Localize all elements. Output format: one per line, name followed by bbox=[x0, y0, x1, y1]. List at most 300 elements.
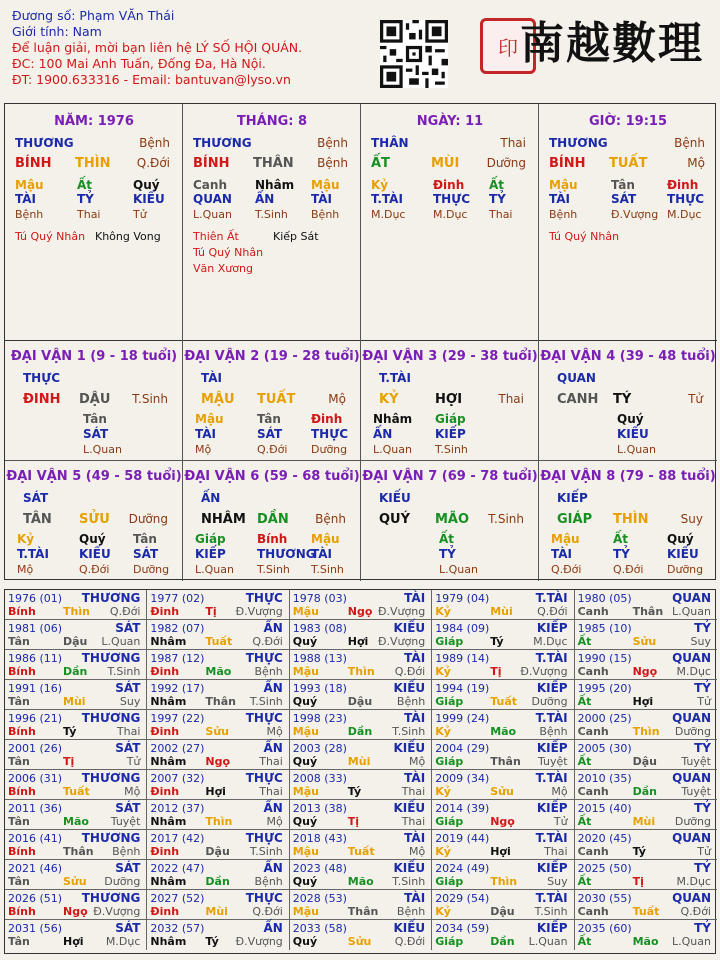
hidden-stem: Canh bbox=[193, 178, 227, 192]
hidden-god: TÀI bbox=[311, 192, 333, 206]
year-cell bbox=[290, 590, 432, 620]
year-label: 2029 (54) bbox=[435, 892, 490, 905]
year-stem: Giáp bbox=[435, 635, 464, 648]
year-branch: Thân bbox=[632, 605, 664, 618]
year-stem: Ất bbox=[577, 635, 592, 648]
hidden-stem: Giáp bbox=[435, 412, 466, 426]
year-branch: Mùi bbox=[632, 815, 656, 828]
hidden-stem: Đinh bbox=[311, 412, 343, 426]
year-status: L.Quan bbox=[528, 935, 568, 948]
year-cell bbox=[5, 740, 147, 770]
year-god: KIẾU bbox=[393, 681, 426, 695]
year-stem: Nhâm bbox=[150, 635, 187, 648]
year-stem: Giáp bbox=[435, 755, 464, 768]
year-stem: Giáp bbox=[435, 815, 464, 828]
pillar-star: Q.Đới bbox=[136, 156, 170, 170]
year-god: T.TÀI bbox=[535, 831, 568, 845]
year-branch: Mùi bbox=[205, 905, 228, 918]
hidden-stem: Quý bbox=[79, 532, 106, 546]
special-star: Tú Quý Nhân bbox=[193, 246, 264, 259]
year-stem: Đinh bbox=[150, 785, 180, 798]
dai-van-can: TÂN bbox=[23, 512, 52, 527]
dai-van-title: ĐẠI VẬN 3 (29 - 38 tuổi) bbox=[362, 349, 538, 364]
year-branch: Tuất bbox=[63, 785, 90, 798]
dai-van-star: Bệnh bbox=[315, 512, 346, 526]
dai-van-god: QUAN bbox=[557, 371, 596, 385]
year-label: 1987 (12) bbox=[150, 652, 205, 665]
year-cell bbox=[147, 830, 289, 860]
year-label: 2025 (50) bbox=[577, 862, 632, 875]
year-status: Mộ bbox=[408, 755, 426, 768]
year-god: TỶ bbox=[694, 621, 711, 635]
hidden-stem: Tân bbox=[133, 532, 157, 546]
pillar-status: Bệnh bbox=[674, 136, 705, 150]
pillar-title: NĂM: 1976 bbox=[54, 114, 134, 129]
year-god: KIẾU bbox=[393, 921, 426, 935]
year-stem: Tân bbox=[8, 695, 30, 708]
year-stem: Nhâm bbox=[150, 935, 187, 948]
year-god: SÁT bbox=[115, 741, 141, 755]
year-status: Thai bbox=[259, 755, 283, 768]
hidden-stem: Tân bbox=[257, 412, 281, 426]
year-label: 2016 (41) bbox=[8, 832, 63, 845]
pillar-card bbox=[5, 104, 182, 341]
year-god: THƯƠNG bbox=[81, 591, 141, 605]
dai-van-can: CANH bbox=[557, 392, 599, 407]
hidden-stem: Nhâm bbox=[373, 412, 413, 426]
chart-column bbox=[361, 104, 539, 581]
year-branch: Thân bbox=[490, 755, 521, 768]
year-cell bbox=[5, 890, 147, 920]
hidden-stem: Tân bbox=[83, 412, 107, 426]
year-status: Tuyệt bbox=[681, 755, 711, 768]
dai-van-god: T.TÀI bbox=[379, 371, 411, 385]
year-cell bbox=[575, 620, 717, 650]
year-god: QUAN bbox=[672, 831, 711, 845]
year-stem: Ất bbox=[577, 815, 592, 828]
special-star: Kiếp Sát bbox=[273, 230, 319, 243]
year-label: 2001 (26) bbox=[8, 742, 63, 755]
year-cell bbox=[290, 710, 432, 740]
year-god: THƯƠNG bbox=[81, 831, 141, 845]
qr-code-icon bbox=[380, 20, 448, 88]
hidden-status: T.Sinh bbox=[311, 563, 344, 576]
chart-column bbox=[183, 104, 361, 581]
year-status: Tuyệt bbox=[537, 755, 568, 768]
year-branch: Dậu bbox=[632, 755, 657, 768]
contact-address: ĐC: 100 Mai Anh Tuấn, Đống Đa, Hà Nội. bbox=[12, 56, 266, 71]
year-stem: Bính bbox=[8, 665, 36, 678]
year-branch: Sửu bbox=[490, 785, 514, 798]
pillar-chi: MÙI bbox=[431, 156, 460, 171]
hidden-status: T.Sinh bbox=[257, 563, 290, 576]
year-branch: Tuất bbox=[347, 845, 375, 858]
hidden-stem: Bính bbox=[257, 532, 288, 546]
year-label: 1992 (17) bbox=[150, 682, 205, 695]
year-god: TÀI bbox=[404, 771, 426, 785]
year-god: THƯƠNG bbox=[81, 651, 141, 665]
hidden-status: M.Dục bbox=[667, 208, 702, 221]
pillar-card bbox=[361, 104, 538, 341]
chart-column bbox=[539, 104, 717, 581]
year-stem: Ất bbox=[577, 935, 592, 948]
hidden-status: T.Sinh bbox=[255, 208, 288, 221]
year-label: 1995 (20) bbox=[577, 682, 632, 695]
year-cell bbox=[5, 680, 147, 710]
year-status: Thai bbox=[116, 725, 141, 738]
year-label: 2013 (38) bbox=[292, 802, 347, 815]
hidden-status: Đ.Vượng bbox=[611, 208, 659, 221]
hidden-stem: Quý bbox=[667, 532, 694, 546]
hidden-god: ẤN bbox=[255, 192, 275, 206]
year-god: THỰC bbox=[245, 831, 283, 845]
year-branch: Thìn bbox=[490, 875, 518, 888]
year-cell bbox=[575, 830, 717, 860]
year-stem: Quý bbox=[292, 815, 318, 828]
year-label: 1991 (16) bbox=[8, 682, 63, 695]
dai-van-chi: TÝ bbox=[613, 392, 632, 407]
year-status: Bệnh bbox=[396, 695, 426, 708]
dai-van-chi: HỢI bbox=[435, 392, 463, 407]
hidden-stem: Mậu bbox=[15, 178, 44, 192]
dai-van-can: ĐINH bbox=[23, 392, 61, 407]
year-cell bbox=[575, 710, 717, 740]
hidden-god: THỰC bbox=[667, 192, 705, 206]
year-god: KIẾP bbox=[536, 681, 568, 695]
dai-van-can: MẬU bbox=[201, 392, 235, 407]
year-stem: Giáp bbox=[435, 875, 464, 888]
year-stem: Kỷ bbox=[435, 905, 451, 918]
year-cell bbox=[575, 590, 717, 620]
year-status: Suy bbox=[547, 875, 568, 888]
hidden-god: KIẾU bbox=[79, 547, 111, 561]
year-label: 2003 (28) bbox=[292, 742, 347, 755]
year-stem: Giáp bbox=[435, 935, 464, 948]
year-status: L.Quan bbox=[101, 635, 141, 648]
dai-van-card bbox=[361, 461, 538, 581]
hidden-god: QUAN bbox=[193, 192, 232, 206]
year-branch: Tị bbox=[205, 605, 217, 618]
year-stem: Bính bbox=[8, 725, 36, 738]
year-god: THƯƠNG bbox=[81, 771, 141, 785]
owner-name: Đương số: Phạm VĂn Thái bbox=[12, 8, 175, 23]
pillar-title: GIỜ: 19:15 bbox=[589, 114, 667, 129]
year-status: T.Sinh bbox=[107, 665, 141, 678]
year-status: Mộ bbox=[124, 785, 141, 798]
year-god: THƯƠNG bbox=[81, 711, 141, 725]
year-cell bbox=[147, 920, 289, 950]
year-label: 2009 (34) bbox=[435, 772, 490, 785]
year-god: TỶ bbox=[694, 741, 711, 755]
year-god: KIẾP bbox=[536, 741, 568, 755]
year-status: L.Quan bbox=[672, 605, 711, 618]
hidden-god: THƯƠNG bbox=[257, 547, 316, 561]
hidden-god: THỰC bbox=[311, 427, 349, 441]
year-stem: Kỷ bbox=[435, 665, 451, 678]
year-label: 2006 (31) bbox=[8, 772, 63, 785]
year-god: TÀI bbox=[404, 831, 426, 845]
year-god: THỰC bbox=[245, 591, 283, 605]
year-status: M.Dục bbox=[105, 935, 141, 948]
year-cell bbox=[290, 860, 432, 890]
year-god: TÀI bbox=[404, 711, 426, 725]
year-status: Bệnh bbox=[112, 845, 141, 858]
year-stem: Ất bbox=[577, 875, 592, 888]
year-status: T.Sinh bbox=[249, 695, 283, 708]
year-cell bbox=[5, 590, 147, 620]
year-label: 1982 (07) bbox=[150, 622, 205, 635]
dai-van-star: Suy bbox=[680, 512, 703, 526]
year-stem: Tân bbox=[8, 755, 30, 768]
hidden-status: T.Sinh bbox=[435, 443, 468, 456]
year-branch: Mùi bbox=[490, 605, 513, 618]
year-branch: Dần bbox=[347, 725, 373, 738]
year-status: Dưỡng bbox=[531, 695, 568, 708]
year-status: Thai bbox=[401, 785, 426, 798]
year-cell bbox=[5, 860, 147, 890]
hidden-status: L.Quan bbox=[83, 443, 122, 456]
dai-van-star: Thai bbox=[498, 392, 524, 406]
year-status: Q.Đới bbox=[394, 935, 426, 948]
year-status: Bệnh bbox=[254, 665, 283, 678]
dai-van-chi: DẦN bbox=[257, 512, 289, 527]
year-label: 2034 (59) bbox=[435, 922, 490, 935]
hidden-god: TỶ bbox=[439, 547, 456, 561]
dai-van-god: KIẾP bbox=[557, 491, 588, 505]
pillar-title: NGÀY: 11 bbox=[416, 114, 484, 129]
year-branch: Mão bbox=[347, 875, 374, 888]
year-branch: Tý bbox=[347, 785, 362, 798]
year-branch: Dậu bbox=[347, 695, 373, 708]
year-label: 2020 (45) bbox=[577, 832, 632, 845]
year-status: Đ.Vượng bbox=[93, 905, 141, 918]
year-cell bbox=[432, 860, 574, 890]
year-branch: Dần bbox=[205, 875, 230, 888]
hidden-god: KIẾU bbox=[133, 192, 165, 206]
year-label: 2028 (53) bbox=[292, 892, 347, 905]
hidden-stem: Mậu bbox=[311, 178, 340, 192]
year-cell bbox=[147, 590, 289, 620]
year-stem: Canh bbox=[577, 905, 609, 918]
hidden-god: T.TÀI bbox=[17, 547, 49, 561]
year-stem: Mậu bbox=[292, 845, 319, 858]
year-label: 1999 (24) bbox=[435, 712, 490, 725]
hidden-stem: Quý bbox=[617, 412, 644, 426]
year-cell bbox=[5, 710, 147, 740]
dai-van-god: TÀI bbox=[201, 371, 223, 385]
year-label: 1983 (08) bbox=[292, 622, 347, 635]
year-status: Thai bbox=[259, 785, 283, 798]
hidden-god: KIẾP bbox=[435, 427, 466, 441]
year-branch: Mão bbox=[490, 725, 517, 738]
year-branch: Thìn bbox=[632, 725, 660, 738]
pillar-god: THƯƠNG bbox=[549, 136, 608, 150]
year-stem: Nhâm bbox=[150, 875, 187, 888]
year-cell bbox=[290, 830, 432, 860]
year-branch: Hợi bbox=[205, 785, 226, 798]
dai-van-star: T.Sinh bbox=[132, 392, 168, 406]
hidden-god: KIẾP bbox=[195, 547, 226, 561]
year-label: 2026 (51) bbox=[8, 892, 63, 905]
year-cell bbox=[147, 650, 289, 680]
pillar-title: THÁNG: 8 bbox=[236, 114, 308, 129]
year-label: 2021 (46) bbox=[8, 862, 63, 875]
dai-van-god: THỰC bbox=[23, 371, 61, 385]
dai-van-title: ĐẠI VẬN 5 (49 - 58 tuổi) bbox=[6, 469, 182, 484]
year-cell bbox=[432, 890, 574, 920]
year-stem: Ất bbox=[577, 755, 592, 768]
hidden-status: Tử bbox=[133, 208, 147, 221]
year-status: Q.Đới bbox=[680, 905, 711, 918]
year-cell bbox=[575, 860, 717, 890]
hidden-god: TỶ bbox=[77, 192, 94, 206]
year-status: Đ.Vượng bbox=[235, 935, 283, 948]
pillar-card bbox=[183, 104, 360, 341]
year-stem: Đinh bbox=[150, 905, 180, 918]
year-god: THỰC bbox=[245, 711, 283, 725]
year-status: T.Sinh bbox=[534, 905, 568, 918]
pillar-chi: THÌN bbox=[75, 156, 111, 171]
year-status: M.Dục bbox=[676, 875, 711, 888]
year-branch: Tý bbox=[205, 935, 219, 948]
year-god: T.TÀI bbox=[535, 711, 568, 725]
year-cell bbox=[575, 890, 717, 920]
hidden-god: THỰC bbox=[433, 192, 471, 206]
year-cell bbox=[290, 680, 432, 710]
year-status: Mộ bbox=[551, 785, 568, 798]
year-stem: Canh bbox=[577, 665, 609, 678]
pillar-can: BÍNH bbox=[549, 156, 586, 171]
hidden-status: Mộ bbox=[195, 443, 212, 456]
year-cell bbox=[575, 740, 717, 770]
hidden-stem: Ất bbox=[439, 532, 455, 546]
year-cell bbox=[432, 920, 574, 950]
year-branch: Hợi bbox=[347, 635, 369, 648]
year-branch: Sửu bbox=[632, 635, 657, 648]
pillar-can: ẤT bbox=[371, 156, 390, 171]
year-cell bbox=[290, 800, 432, 830]
year-status: M.Dục bbox=[533, 635, 568, 648]
year-cell bbox=[432, 620, 574, 650]
year-stem: Đinh bbox=[150, 845, 180, 858]
year-stem: Đinh bbox=[150, 725, 180, 738]
year-god: TÀI bbox=[404, 891, 426, 905]
hidden-god: TÀI bbox=[549, 192, 571, 206]
year-branch: Ngọ bbox=[63, 905, 88, 918]
year-stem: Giáp bbox=[435, 695, 464, 708]
year-label: 1988 (13) bbox=[292, 652, 347, 665]
year-branch: Tuất bbox=[490, 695, 517, 708]
year-label: 1985 (10) bbox=[577, 622, 632, 635]
year-branch: Thân bbox=[63, 845, 94, 858]
year-stem: Tân bbox=[8, 875, 30, 888]
hidden-status: Mộ bbox=[17, 563, 34, 576]
year-god: THỰC bbox=[245, 771, 283, 785]
year-stem: Canh bbox=[577, 725, 609, 738]
dai-van-star: Mộ bbox=[328, 392, 346, 406]
year-label: 2010 (35) bbox=[577, 772, 632, 785]
dai-van-chi: THÌN bbox=[613, 512, 649, 527]
special-star: Thiên Ất bbox=[193, 230, 239, 243]
year-god: TÀI bbox=[404, 651, 426, 665]
hidden-status: M.Dục bbox=[371, 208, 406, 221]
hidden-stem: Đinh bbox=[667, 178, 699, 192]
annual-table bbox=[4, 589, 716, 954]
year-cell bbox=[5, 620, 147, 650]
year-branch: Dậu bbox=[205, 845, 230, 858]
year-god: KIẾP bbox=[536, 621, 568, 635]
year-god: ẤN bbox=[263, 921, 283, 935]
year-stem: Kỷ bbox=[435, 845, 451, 858]
hidden-status: Q.Đới bbox=[613, 563, 644, 576]
year-label: 2005 (30) bbox=[577, 742, 632, 755]
year-status: Bệnh bbox=[396, 905, 426, 918]
hidden-god: TÀI bbox=[551, 547, 573, 561]
hidden-god: TÀI bbox=[311, 547, 333, 561]
year-stem: Tân bbox=[8, 935, 30, 948]
year-cell bbox=[5, 800, 147, 830]
year-cell bbox=[147, 740, 289, 770]
year-god: KIẾU bbox=[393, 741, 426, 755]
year-status: M.Dục bbox=[676, 665, 711, 678]
year-status: Q.Đới bbox=[252, 905, 283, 918]
year-cell bbox=[575, 920, 717, 950]
hidden-status: Bệnh bbox=[549, 208, 578, 221]
hidden-status: Dưỡng bbox=[667, 563, 704, 576]
dai-van-god: SÁT bbox=[23, 491, 49, 505]
year-status: T.Sinh bbox=[392, 875, 426, 888]
year-label: 2007 (32) bbox=[150, 772, 205, 785]
year-branch: Mão bbox=[63, 815, 89, 828]
brand-logo: 南越數理 bbox=[520, 18, 704, 69]
year-label: 2033 (58) bbox=[292, 922, 347, 935]
year-status: Bệnh bbox=[539, 725, 568, 738]
hidden-status: L.Quan bbox=[195, 563, 234, 576]
year-stem: Mậu bbox=[292, 725, 319, 738]
pillar-status: Bệnh bbox=[317, 136, 348, 150]
year-stem: Mậu bbox=[292, 665, 319, 678]
dai-van-card bbox=[5, 341, 182, 461]
hidden-stem: Ất bbox=[489, 178, 505, 192]
hidden-god: T.TÀI bbox=[371, 192, 403, 206]
pillar-star: Dưỡng bbox=[486, 156, 526, 170]
year-god: KIẾU bbox=[393, 861, 426, 875]
hidden-status: Q.Đới bbox=[79, 563, 110, 576]
owner-gender: Giới tính: Nam bbox=[12, 24, 102, 39]
year-god: ẤN bbox=[263, 861, 283, 875]
year-branch: Ngọ bbox=[490, 815, 515, 828]
year-god: QUAN bbox=[672, 771, 711, 785]
year-cell bbox=[290, 620, 432, 650]
special-star: Tú Quý Nhân bbox=[15, 230, 86, 243]
year-branch: Mùi bbox=[347, 755, 371, 768]
dai-van-god: ẤN bbox=[201, 491, 221, 505]
year-cell bbox=[432, 800, 574, 830]
dai-van-title: ĐẠI VẬN 7 (69 - 78 tuổi) bbox=[362, 469, 538, 484]
year-branch: Dần bbox=[632, 785, 657, 798]
year-branch: Mão bbox=[632, 935, 659, 948]
year-god: SÁT bbox=[115, 861, 141, 875]
year-branch: Sửu bbox=[205, 725, 229, 738]
year-cell bbox=[290, 890, 432, 920]
year-label: 1978 (03) bbox=[292, 592, 347, 605]
year-cell bbox=[290, 770, 432, 800]
year-stem: Quý bbox=[292, 755, 318, 768]
dai-van-title: ĐẠI VẬN 6 (59 - 68 tuổi) bbox=[184, 469, 360, 484]
year-branch: Hợi bbox=[63, 935, 84, 948]
year-label: 1990 (15) bbox=[577, 652, 632, 665]
year-stem: Bính bbox=[8, 905, 36, 918]
